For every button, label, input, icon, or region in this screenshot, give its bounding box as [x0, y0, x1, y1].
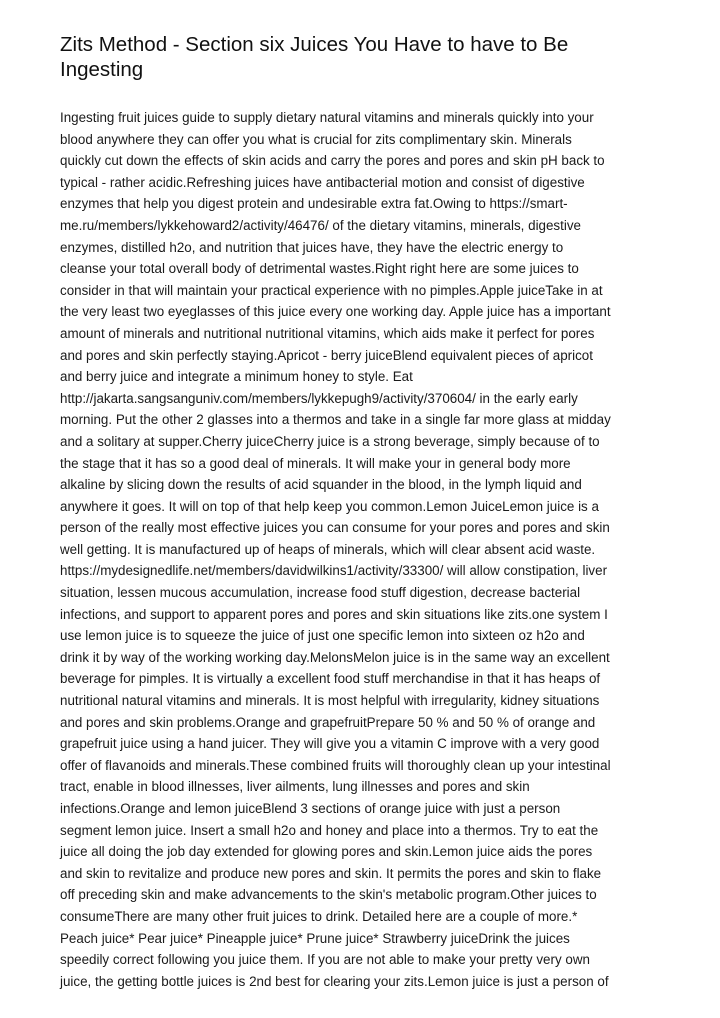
- paragraph-line: amount of minerals and nutritional nutritional vitamins, which aids make it perfect for pores: [60, 325, 595, 341]
- paragraph-line: me.ru/members/lykkehoward2/activity/46476/ of the dietary vitamins, minerals, digestive: [60, 217, 581, 233]
- paragraph-line: offer of flavanoids and minerals.These combined fruits will thoroughly clean up your intestinal: [60, 757, 611, 773]
- title-line: Zits Method - Section six Juices You Have to have to Be: [60, 33, 569, 56]
- paragraph-line: cleanse your total overall body of detrimental wastes.Right right here are some juices to: [60, 261, 579, 277]
- document-title: [60, 32, 660, 82]
- paragraph-line: anywhere it goes. It will on top of that help keep you common.Lemon JuiceLemon juice is a: [60, 498, 599, 514]
- paragraph-line: enzymes that help you digest protein and undesirable extra fat.Owing to https://smart-: [60, 196, 568, 212]
- paragraph-line: off preceding skin and make advancements to the skin's metabolic program.Other juices to: [60, 887, 597, 903]
- paragraph-line: consider in that will maintain your practical experience with no pimples.Apple juiceTake in at: [60, 282, 603, 298]
- document-page: [60, 32, 660, 992]
- paragraph-line: blood anywhere they can offer you what is crucial for zits complimentary skin. Minerals: [60, 131, 572, 147]
- paragraph-line: drink it by way of the working working day.MelonsMelon juice is in the same way an excellent: [60, 649, 610, 665]
- paragraph-line: the stage that it has so a good deal of minerals. It will make your in general body more: [60, 455, 571, 471]
- paragraph-line: nutritional natural vitamins and minerals. It is most helpful with irregularity, kidney situations: [60, 693, 600, 709]
- paragraph-line: grapefruit juice using a hand juicer. They will give you a vitamin C improve with a very good: [60, 736, 600, 752]
- paragraph-line: and berry juice and integrate a minimum honey to style. Eat: [60, 369, 413, 385]
- paragraph-line: and a solitary at supper.Cherry juiceCherry juice is a strong beverage, simply because of to: [60, 433, 600, 449]
- paragraph-line: alkaline by slicing down the results of acid squander in the blood, in the lymph liquid and: [60, 477, 582, 493]
- paragraph-line: person of the really most effective juices you can consume for your pores and pores and skin: [60, 520, 610, 536]
- paragraph-line: tract, enable in blood illnesses, liver ailments, lung illnesses and pores and skin: [60, 779, 530, 795]
- paragraph-line: juice all doing the job day extended for glowing pores and skin.Lemon juice aids the pores: [60, 844, 593, 860]
- document-body: [60, 107, 660, 992]
- paragraph-line: quickly cut down the effects of skin acids and carry the pores and pores and skin pH back to: [60, 153, 605, 169]
- paragraph-line: use lemon juice is to squeeze the juice of just one specific lemon into sixteen oz h2o and: [60, 628, 585, 644]
- paragraph-line: speedily correct following you juice them. If you are not able to make your pretty very own: [60, 952, 590, 968]
- paragraph-line: and skin to revitalize and produce new pores and skin. It permits the pores and skin to flake: [60, 865, 602, 881]
- paragraph-line: Peach juice* Pear juice* Pineapple juice* Prune juice* Strawberry juiceDrink the juices: [60, 930, 570, 946]
- paragraph-line: beverage for pimples. It is virtually a excellent food stuff merchandise in that it has heaps of: [60, 671, 601, 687]
- paragraph-line: juice, the getting bottle juices is 2nd best for clearing your zits.Lemon juice is just a person of: [60, 973, 609, 989]
- paragraph-line: and pores and skin perfectly staying.Apricot - berry juiceBlend equivalent pieces of apricot: [60, 347, 593, 363]
- title-line: Ingesting: [60, 58, 144, 81]
- paragraph-line: situation, lessen mucous accumulation, increase food stuff digestion, decrease bacterial: [60, 585, 581, 601]
- paragraph-line: and pores and skin problems.Orange and grapefruitPrepare 50 % and 50 % of orange and: [60, 714, 596, 730]
- paragraph-line: Ingesting fruit juices guide to supply dietary natural vitamins and minerals quickly into your: [60, 110, 594, 125]
- paragraph-line: the very least two eyeglasses of this juice every one working day. Apple juice has a important: [60, 304, 611, 320]
- paragraph-line: well getting. It is manufactured up of heaps of minerals, which will clear absent acid waste.: [60, 541, 596, 557]
- paragraph-line: enzymes, distilled h2o, and nutrition that juices have, they have the electric energy to: [60, 239, 564, 255]
- paragraph-line: infections, and support to apparent pores and pores and skin situations like zits.one system I: [60, 606, 608, 622]
- paragraph-line: segment lemon juice. Insert a small h2o and honey and place into a thermos. Try to eat the: [60, 822, 599, 838]
- paragraph-line: consumeThere are many other fruit juices to drink. Detailed here are a couple of more.*: [60, 908, 578, 924]
- paragraph-line: http://jakarta.sangsanguniv.com/members/lykkepugh9/activity/370604/ in the early early: [60, 390, 578, 406]
- paragraph-line: typical - rather acidic.Refreshing juices have antibacterial motion and consist of digestive: [60, 174, 585, 190]
- paragraph-line: morning. Put the other 2 glasses into a thermos and take in a single far more glass at midday: [60, 412, 611, 428]
- paragraph-line: infections.Orange and lemon juiceBlend 3 sections of orange juice with just a person: [60, 801, 561, 816]
- paragraph-line: https://mydesignedlife.net/members/davidwilkins1/activity/33300/ will allow constipation, liver: [60, 563, 608, 579]
